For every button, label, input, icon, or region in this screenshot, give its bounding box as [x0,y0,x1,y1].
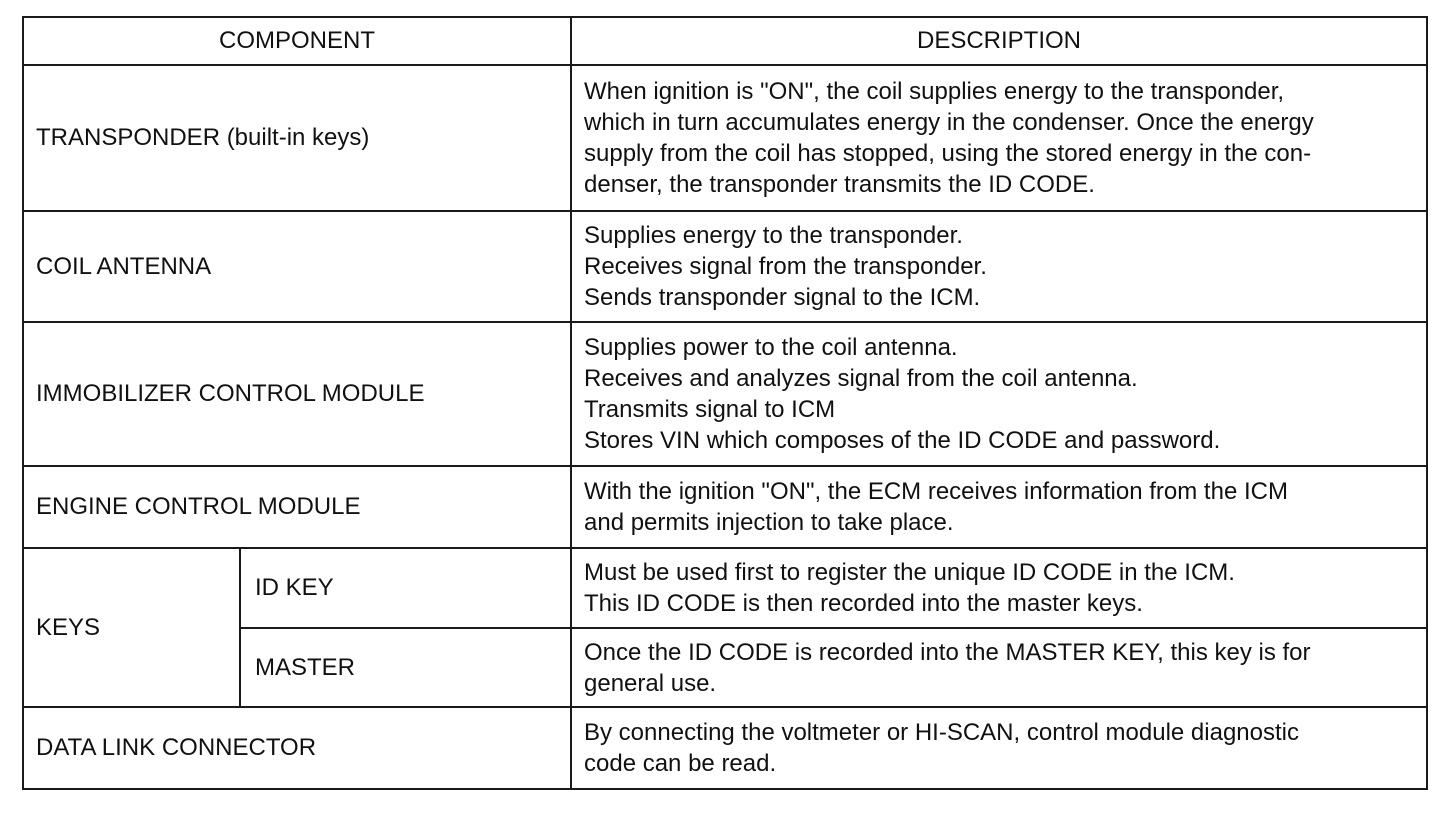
description-line: Once the ID CODE is recorded into the MASTER KEY, this key is for [584,638,1311,666]
component-transponder: TRANSPONDER (built-in keys) [23,65,571,211]
description-line: and permits injection to take place. [584,509,954,536]
description-line: general use. [584,669,717,697]
table-row [23,65,1427,211]
component-data-link-connector: DATA LINK CONNECTOR [23,707,571,789]
table-row [23,707,1427,789]
description-line: code can be read. [584,750,777,777]
description-coil-antenna [571,211,1427,322]
description-line: Receives and analyzes signal from the coil antenna. [584,365,1138,392]
header-row [23,17,1427,65]
component-coil-antenna: COIL ANTENNA [23,211,571,322]
component-description-table [22,16,1428,790]
header-description: DESCRIPTION [571,17,1427,65]
component-master-key: MASTER [240,628,571,707]
description-master-key [571,628,1427,707]
description-line: Stores VIN which composes of the ID CODE and password. [584,427,1221,454]
description-line: This ID CODE is then recorded into the master keys. [584,590,1143,617]
description-line: Supplies power to the coil antenna. [584,334,958,361]
description-engine-control-module [571,466,1427,548]
table-row [23,322,1427,466]
description-line: With the ignition "ON", the ECM receives information from the ICM [584,478,1288,505]
table-row [23,211,1427,322]
description-line: Sends transponder signal to the ICM. [584,284,981,311]
description-id-key [571,548,1427,628]
table-row [23,466,1427,548]
description-line: Must be used first to register the unique ID CODE in the ICM. [584,559,1235,586]
description-line: denser, the transponder transmits the ID CODE. [584,171,1095,198]
component-immobilizer-control-module: IMMOBILIZER CONTROL MODULE [23,322,571,466]
description-transponder [571,65,1427,211]
table-row [23,548,1427,628]
description-data-link-connector [571,707,1427,789]
description-line: which in turn accumulates energy in the condenser. Once the energy [584,109,1314,136]
description-immobilizer-control-module [571,322,1427,466]
description-line: Receives signal from the transponder. [584,253,987,280]
description-line: Transmits signal to ICM [584,396,836,423]
component-keys: KEYS [23,548,240,707]
description-line: By connecting the voltmeter or HI-SCAN, control module diagnostic [584,719,1299,746]
description-line: supply from the coil has stopped, using the stored energy in the con- [584,140,1312,167]
description-line: When ignition is "ON", the coil supplies energy to the transponder, [584,78,1285,105]
header-component: COMPONENT [23,17,571,65]
component-engine-control-module: ENGINE CONTROL MODULE [23,466,571,548]
description-line: Supplies energy to the transponder. [584,222,963,249]
component-id-key: ID KEY [240,548,571,628]
